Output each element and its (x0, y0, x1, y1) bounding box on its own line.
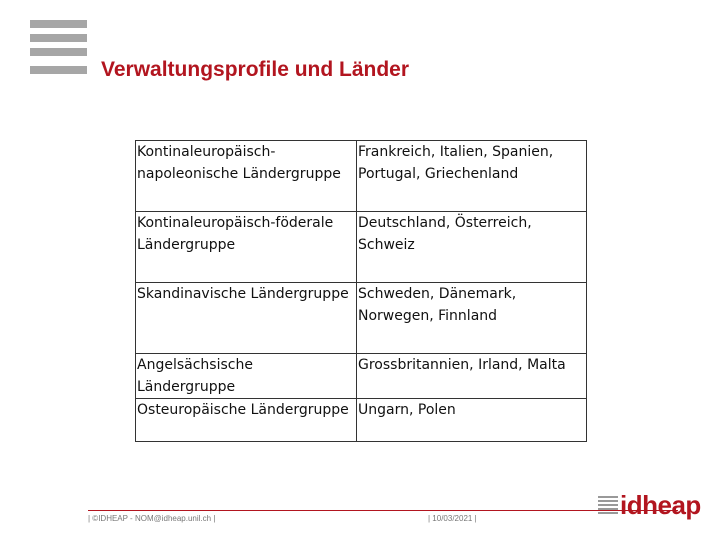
page-title: Verwaltungsprofile und Länder (101, 58, 410, 81)
logo-bar (30, 48, 87, 56)
footer-date: | 10/03/2021 | (428, 514, 477, 523)
logo-bars-icon (30, 20, 87, 74)
table-row (136, 354, 587, 399)
countries-cell: Ungarn, Polen (357, 399, 587, 442)
countries-cell: Frankreich, Italien, Spanien, Portugal, Griechenland (357, 141, 587, 212)
idheap-logo (598, 489, 701, 523)
group-cell: Kontinaleuropäisch-napoleonische Ländergruppe (136, 141, 357, 212)
footer-copyright: | ©IDHEAP - NOM@idheap.unil.ch | (88, 514, 216, 523)
brand-lines-icon (598, 496, 620, 516)
table-row (136, 399, 587, 442)
table-row (136, 283, 587, 354)
group-cell: Kontinaleuropäisch-föderale Ländergruppe (136, 212, 357, 283)
countries-cell: Deutschland, Österreich, Schweiz (357, 212, 587, 283)
countries-cell: Grossbritannien, Irland, Malta (357, 354, 587, 399)
logo-bar (30, 34, 87, 42)
logo-bar (30, 66, 87, 74)
countries-cell: Schweden, Dänemark, Norwegen, Finnland (357, 283, 587, 354)
profiles-table (135, 140, 587, 442)
group-cell: Angelsächsische Ländergruppe (136, 354, 357, 399)
brand-wordmark: idheap (620, 490, 701, 520)
group-cell: Skandinavische Ländergruppe (136, 283, 357, 354)
footer-divider (88, 510, 678, 511)
table-row (136, 141, 587, 212)
group-cell: Osteuropäische Ländergruppe (136, 399, 357, 442)
table-row (136, 212, 587, 283)
logo-bar (30, 20, 87, 28)
